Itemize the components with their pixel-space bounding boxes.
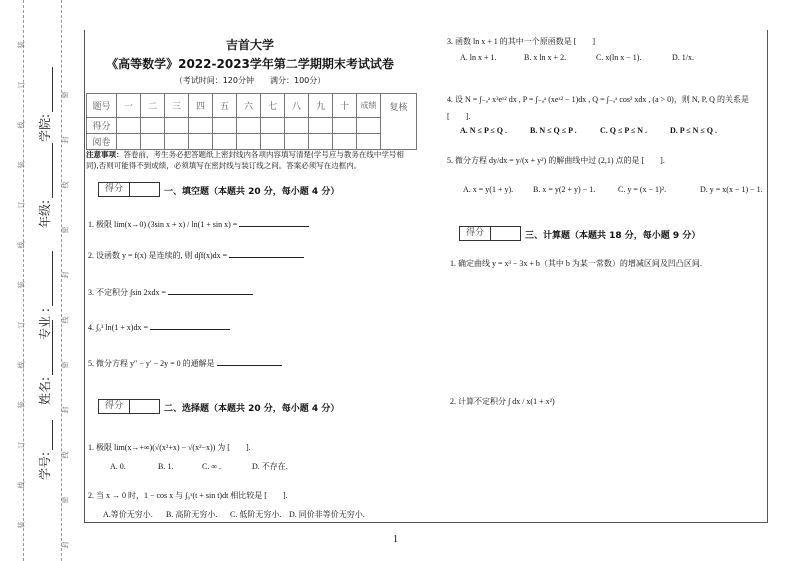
fill-question-3: 3. 不定积分 ∫sin 2xdx = xyxy=(88,287,253,298)
score-label: 得分 xyxy=(104,401,123,411)
binding-line-char: 线 xyxy=(17,241,26,249)
table-row-label: 阅卷 xyxy=(87,134,117,150)
page-number: 1 xyxy=(393,534,398,545)
score-cell[interactable] xyxy=(285,118,309,134)
score-label: 得分 xyxy=(104,184,123,194)
table-header-cell: 二 xyxy=(141,94,165,118)
score-cell[interactable] xyxy=(285,134,309,150)
fill-question-1: 1. 极限 lim(x→0) (3sin x + x) / ln(1 + sin x) = xyxy=(88,219,309,230)
section2-title: 二、选择题（本题共 20 分，每小题 4 分） xyxy=(164,404,340,414)
score-cell[interactable] xyxy=(213,118,237,134)
score-box[interactable] xyxy=(459,226,521,241)
choice-question-5: 5. 微分方程 dy/dx = y/(x + y²) 的解曲线中过 (2,1) 点的是 [ ]. xyxy=(447,156,665,165)
score-cell[interactable] xyxy=(333,134,357,150)
exam-info: （考试时间：120分钟 满分：100分） xyxy=(174,76,326,85)
binding-line-char: 订 xyxy=(17,321,26,329)
field-student-id[interactable] xyxy=(36,420,53,480)
university-name: 吉首大学 xyxy=(225,38,274,52)
score-cell[interactable] xyxy=(261,118,285,134)
choice-options-5: A. x = y(1 + y). B. x = y(2 + y) − 1. C. y = (x − 1)². D. y = x(x − 1) − 1. xyxy=(463,185,763,194)
table-header-cell: 六 xyxy=(237,94,261,118)
table-header-cell: 成绩 xyxy=(357,94,381,118)
seal-line-char: 密 xyxy=(61,361,70,369)
field-name[interactable] xyxy=(36,320,53,405)
binding-line-char: 装 xyxy=(17,401,26,409)
table-header-cell: 八 xyxy=(285,94,309,118)
notice-text: 答卷前，考生务必把答题纸上密封线内各项内容填写清楚(学号应与教务在线中学号相同),否则可能得不到成绩，必须填写在密封线与装订线之间。答案必须写在边框内。 xyxy=(86,150,404,170)
seal-line-char: 封 xyxy=(61,541,70,549)
choice-question-1: 1. 极限 lim(x→+∞)(√(x²+x) − √(x²−x)) 为 [ ]. xyxy=(88,443,251,452)
binding-line-char: 装 xyxy=(17,41,26,49)
field-label: 年级: xyxy=(38,199,52,228)
field-grade[interactable] xyxy=(36,143,53,228)
score-cell[interactable] xyxy=(309,118,333,134)
score-cell[interactable] xyxy=(117,118,141,134)
choice-question-4: 4. 设 N = ∫₋ₐᵃ x³eˣ² dx , P = ∫₋ₐᵃ (xeˣ² − 1)dx , Q = ∫₋ₐᵃ cos² xdx , (a > 0)，则 N, P, Q 的关系是 [ ]. xyxy=(447,95,749,121)
binding-line-char: 订 xyxy=(17,201,26,209)
seal-line-char: 线 xyxy=(61,316,70,324)
table-header-cell: 三 xyxy=(165,94,189,118)
table-header-cell: 题号 xyxy=(87,94,117,118)
field-label: 学院: xyxy=(38,113,52,142)
binding-line-char: 订 xyxy=(17,81,26,89)
choice-options-2: A.等价无穷小. B. 高阶无穷小. C. 低阶无穷小. D. 同价非等价无穷小. xyxy=(103,510,365,519)
field-label: 专业 : xyxy=(38,308,52,340)
choice-options-1: A. 0. B. 1. C. ∞ . D. 不存在. xyxy=(110,462,288,471)
choice-options-4: A. N ≤ P ≤ Q . B. N ≤ Q ≤ P . C. Q ≤ P ≤ N . D. P ≤ N ≤ Q . xyxy=(460,126,718,135)
score-cell[interactable] xyxy=(237,134,261,150)
notice-label: 注意事项： xyxy=(86,150,124,159)
binding-line-char: 装 xyxy=(17,521,26,529)
score-cell[interactable] xyxy=(261,134,285,150)
score-cell[interactable] xyxy=(165,134,189,150)
seal-line-char: 密 xyxy=(61,226,70,234)
notice xyxy=(86,149,416,171)
fill-question-5: 5. 微分方程 y″ − y′ − 2y = 0 的通解是 xyxy=(88,358,282,369)
exam-title: 《高等数学》2022-2023学年第二学期期末考试试卷 xyxy=(106,57,394,71)
table-header-cell: 复核 xyxy=(381,94,417,150)
seal-line-char: 封 xyxy=(61,136,70,144)
binding-line-char: 线 xyxy=(17,361,26,369)
score-box[interactable] xyxy=(98,182,160,197)
table-header-cell: 九 xyxy=(309,94,333,118)
binding-line-char: 线 xyxy=(17,121,26,129)
seal-line-char: 密 xyxy=(61,496,70,504)
section1-title: 一、填空题（本题共 20 分，每小题 4 分） xyxy=(164,187,340,197)
table-header-cell: 十 xyxy=(333,94,357,118)
score-label: 得分 xyxy=(465,228,484,238)
seal-line-char: 线 xyxy=(61,451,70,459)
fill-question-4: 4. ∫₀¹ ln(1 + x)dx = xyxy=(88,323,230,332)
field-label: 学号: xyxy=(38,451,52,480)
calc-question-2: 2. 计算不定积分 ∫ dx / x(1 + x²) xyxy=(450,397,555,406)
table-header-cell: 四 xyxy=(189,94,213,118)
score-table xyxy=(86,93,417,150)
table-header-cell: 七 xyxy=(261,94,285,118)
seal-line-char: 密 xyxy=(61,91,70,99)
binding-line-char: 线 xyxy=(17,481,26,489)
score-cell[interactable] xyxy=(333,118,357,134)
choice-question-2: 2. 当 x → 0 时，1 − cos x 与 ∫₀ˣ(t + sin t)dt 相比较是 [ ]. xyxy=(88,491,288,500)
choice-options-3: A. ln x + 1. B. x ln x + 2. C. x(ln x − 1). D. 1/x. xyxy=(460,53,694,62)
score-cell[interactable] xyxy=(117,134,141,150)
score-cell[interactable] xyxy=(189,134,213,150)
seal-line-char: 封 xyxy=(61,271,70,279)
score-cell[interactable] xyxy=(309,134,333,150)
score-cell[interactable] xyxy=(357,118,381,134)
table-header-cell: 一 xyxy=(117,94,141,118)
score-cell[interactable] xyxy=(141,118,165,134)
fill-question-2: 2. 设函数 y = f(x) 是连续的, 则 d∫f(x)dx = xyxy=(88,250,304,261)
score-cell[interactable] xyxy=(165,118,189,134)
seal-line-char: 线 xyxy=(61,181,70,189)
score-box[interactable] xyxy=(98,399,160,414)
seal-line-char: 封 xyxy=(61,406,70,414)
section3-title: 三、计算题（本题共 18 分，每小题 9 分） xyxy=(525,231,701,241)
score-cell[interactable] xyxy=(357,134,381,150)
field-label: 姓名: xyxy=(38,376,52,405)
binding-line-char: 装 xyxy=(17,161,26,169)
table-row-label: 得分 xyxy=(87,118,117,134)
table-header-cell: 五 xyxy=(213,94,237,118)
binding-line-char: 订 xyxy=(17,441,26,449)
score-cell[interactable] xyxy=(237,118,261,134)
calc-question-1: 1. 确定曲线 y = x³ − 3x + b（其中 b 为某一常数）的增减区间及凹凸区间. xyxy=(450,259,702,268)
score-cell[interactable] xyxy=(141,134,165,150)
choice-question-3: 3. 函数 ln x + 1 的其中一个原函数是 [ ] xyxy=(447,37,596,46)
score-cell[interactable] xyxy=(189,118,213,134)
score-cell[interactable] xyxy=(213,134,237,150)
binding-line-char: 装 xyxy=(17,281,26,289)
